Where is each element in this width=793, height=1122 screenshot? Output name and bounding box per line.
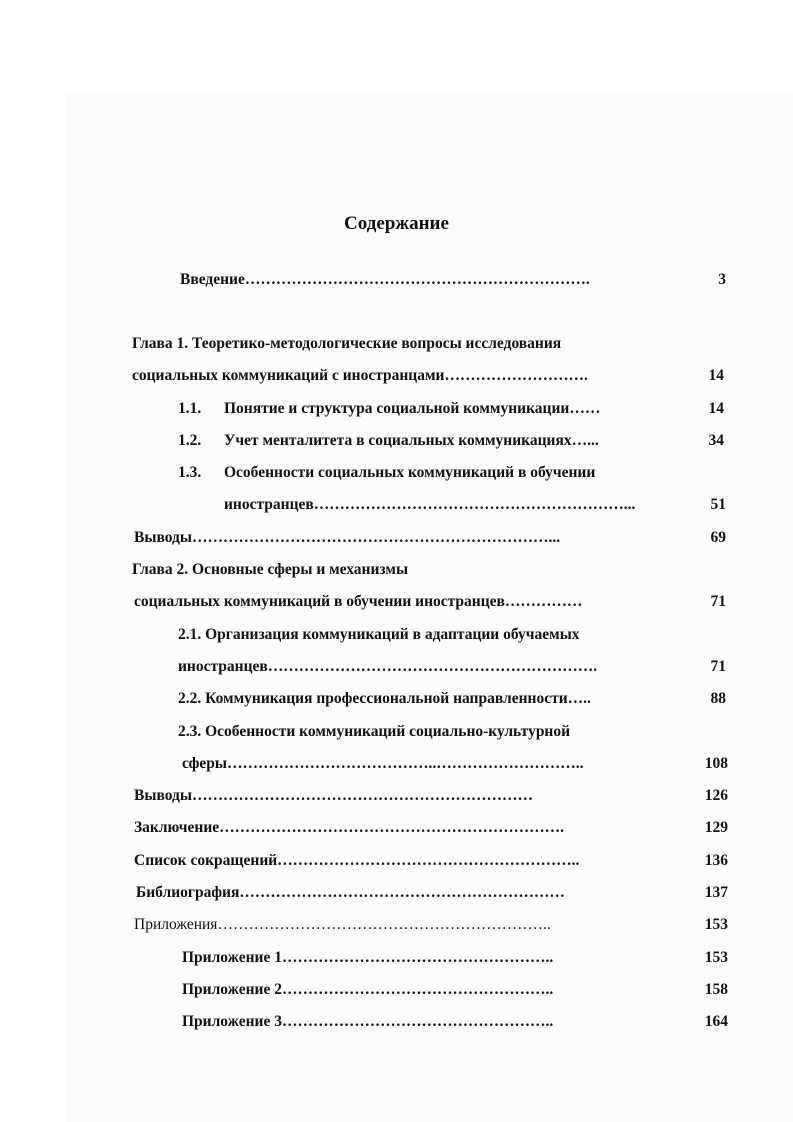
- toc-page-intro: 3: [718, 271, 726, 288]
- toc-page-2-1: 71: [710, 658, 726, 675]
- toc-entry-appendices: Приложения………………………………………………………..: [134, 916, 551, 933]
- toc-page-1-2: 34: [708, 432, 724, 449]
- toc-entry-chapter-1-cont: социальных коммуникаций с иностранцами……………………….: [132, 367, 588, 384]
- toc-entry-conclusions-1: Выводы……………………………………………………………...: [134, 529, 561, 546]
- toc-entry-1-2: [178, 431, 599, 451]
- section-title: Учет менталитета в социальных коммуникациях…...: [224, 432, 599, 449]
- toc-entry-2-3-cont: сферы…………………………………..………………………..: [182, 755, 584, 772]
- section-number: 1.1.: [178, 400, 202, 417]
- toc-page-bibliography: 137: [704, 884, 728, 901]
- toc-page-2-3: 108: [704, 755, 728, 772]
- toc-page-chapter-1: 14: [708, 367, 724, 384]
- section-number: 1.2.: [178, 432, 202, 449]
- toc-entry-conclusion: Заключение………………………………………………………….: [134, 819, 565, 836]
- toc-page-appendices: 153: [704, 916, 728, 933]
- toc-entry-chapter-2: Глава 2. Основные сферы и механизмы: [132, 561, 409, 578]
- toc-entry-conclusions-2: Выводы…………………………………………………………: [134, 787, 533, 804]
- toc-entry-chapter-2-cont: социальных коммуникаций в обучении иностранцев……………: [134, 593, 583, 610]
- toc-entry-1-3: [178, 463, 595, 483]
- toc-entry-chapter-1: Глава 1. Теоретико-методологические вопросы исследования: [132, 335, 562, 352]
- toc-entry-abbreviations: Список сокращений…………………………………………………..: [134, 852, 580, 869]
- toc-page-appendix-1: 153: [704, 949, 728, 966]
- toc-page-1-3: 51: [710, 496, 726, 513]
- toc-entry-2-1: 2.1. Организация коммуникаций в адаптации обучаемых: [178, 626, 580, 643]
- toc-page-appendix-2: 158: [704, 981, 728, 998]
- toc-entry-2-1-cont: иностранцев……………………………………………………….: [178, 658, 598, 675]
- toc-page-conclusion: 129: [704, 819, 728, 836]
- toc-page-1-1: 14: [708, 400, 724, 417]
- section-title: Понятие и структура социальной коммуникации……: [224, 400, 601, 417]
- toc-entry-bibliography: Библиография………………………………………………………: [136, 884, 565, 901]
- toc-entry-intro: Введение………………………………………………………….: [180, 271, 590, 288]
- toc-page-conclusions-1: 69: [710, 529, 726, 546]
- toc-page-chapter-2: 71: [710, 593, 726, 610]
- toc-entry-appendix-2: Приложение 2……………………………………………..: [182, 981, 554, 998]
- toc-page-conclusions-2: 126: [704, 787, 728, 804]
- section-title: Особенности социальных коммуникаций в обучении: [224, 464, 596, 481]
- toc-entry-appendix-1: Приложение 1……………………………………………..: [182, 949, 554, 966]
- toc-entry-1-1: [178, 399, 600, 419]
- page-title: Содержание: [344, 213, 449, 234]
- toc-entry-2-2: 2.2. Коммуникация профессиональной направленности…..: [178, 690, 591, 707]
- toc-page-abbreviations: 136: [704, 852, 728, 869]
- toc-entry-1-3-cont: иностранцев……………………………………………………...: [224, 496, 636, 513]
- toc-entry-2-3: 2.3. Особенности коммуникаций социально-культурной: [178, 723, 571, 740]
- toc-page-appendix-3: 164: [704, 1013, 728, 1030]
- toc-entry-appendix-3: Приложение 3……………………………………………..: [182, 1013, 554, 1030]
- toc-page-2-2: 88: [710, 690, 726, 707]
- section-number: 1.3.: [178, 464, 202, 481]
